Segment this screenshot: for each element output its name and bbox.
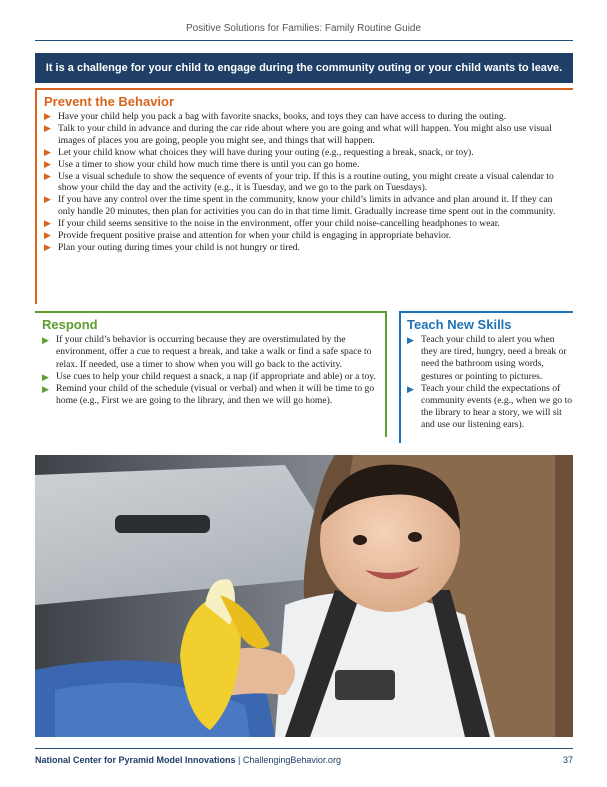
prevent-section xyxy=(35,88,573,304)
respond-title: Respond xyxy=(42,317,98,332)
triangle-right-icon: ▶ xyxy=(42,371,49,382)
list-item xyxy=(44,147,567,159)
triangle-right-icon: ▶ xyxy=(44,122,51,133)
list-item-text: Teach your child the expectations of community events (e.g., when we go to the library to hear a story, we will sit and use our listening ears). xyxy=(421,382,573,431)
list-item xyxy=(44,230,567,242)
list-item-text: If your child seems sensitive to the noise in the environment, offer your child noise-cancelling headphones to wear. xyxy=(58,218,500,230)
triangle-right-icon: ▶ xyxy=(42,335,49,345)
triangle-right-icon: ▶ xyxy=(44,170,51,181)
list-item xyxy=(42,383,377,408)
teach-list xyxy=(407,334,573,432)
page-number: 37 xyxy=(562,755,573,765)
triangle-right-icon: ▶ xyxy=(44,158,51,169)
list-item-text: Let your child know what choices they will have during your outing (e.g., requesting a break, snack, or toy). xyxy=(58,146,474,158)
footer xyxy=(35,755,573,765)
list-item xyxy=(44,218,567,230)
list-item xyxy=(44,111,567,123)
list-item xyxy=(44,159,567,171)
list-item-text: If your child’s behavior is occurring because they are overstimulated by the environment, offer a cue to request a break, and take a walk or find a safe space to relax. If needed, use a timer to show when you will go back to the activity. xyxy=(56,334,372,370)
list-item xyxy=(407,334,573,383)
list-item-text: Use cues to help your child request a snack, a nap (if appropriate and able) or a toy. xyxy=(56,370,376,382)
triangle-right-icon: ▶ xyxy=(44,241,51,252)
triangle-right-icon: ▶ xyxy=(44,111,51,121)
prevent-list xyxy=(44,111,567,254)
list-item xyxy=(407,383,573,432)
respond-list xyxy=(42,334,377,408)
list-item-text: Plan your outing during times your child is not hungry or tired. xyxy=(58,241,300,253)
triangle-right-icon: ▶ xyxy=(44,146,51,157)
respond-section xyxy=(35,311,387,437)
list-item-text: Remind your child of the schedule (visual or verbal) and when it will be time to go home (e.g., First we are going to the library, and then we will go home). xyxy=(56,383,375,407)
prevent-title: Prevent the Behavior xyxy=(44,94,175,109)
list-item-text: Use a timer to show your child how much time there is until you can go home. xyxy=(58,158,360,170)
list-item xyxy=(44,171,567,195)
triangle-right-icon: ▶ xyxy=(44,218,51,229)
running-header: Positive Solutions for Families: Family Routine Guide xyxy=(185,23,422,34)
list-item-text: If you have any control over the time spent in the community, know your child’s limits in advance and plan around it. If they can only handle 20 minutes, then plan for activities you can do in that time limit. Gradually increase time spent out in the community. xyxy=(58,194,556,218)
footer-divider xyxy=(35,748,573,749)
triangle-right-icon: ▶ xyxy=(44,230,51,241)
list-item-text: Talk to your child in advance and during the car ride about where you are going and what will happen. You might also use visual images of places you are going, people you might see, and things that will happen. xyxy=(58,122,552,146)
triangle-right-icon: ▶ xyxy=(44,194,51,205)
header-divider xyxy=(35,40,573,41)
list-item xyxy=(44,194,567,218)
list-item xyxy=(42,371,377,383)
list-item-text: Teach your child to alert you when they are tired, hungry, need a break or need the bathroom using words, gestures or pointing to pictures. xyxy=(421,334,567,382)
footer-site: ChallengingBehavior.org xyxy=(242,755,341,765)
list-item-text: Use a visual schedule to show the sequence of events of your trip. If this is a routine outing, you might create a visual calendar to show your child the day and the activity (e.g., it is Tuesday, and we go to the park on Tuesdays). xyxy=(58,170,554,194)
list-item xyxy=(44,123,567,147)
list-item-text: Have your child help you pack a bag with favorite snacks, books, and toys they can have access to during the outing. xyxy=(58,111,507,122)
triangle-right-icon: ▶ xyxy=(42,384,49,395)
teach-section xyxy=(399,311,573,443)
list-item-text: Provide frequent positive praise and attention for when your child is engaging in appropriate behavior. xyxy=(58,230,451,242)
situation-banner: It is a challenge for your child to engage during the community outing or your child wants to leave. xyxy=(35,53,573,83)
child-in-car-seat-photo xyxy=(35,455,573,737)
footer-separator: | xyxy=(235,755,243,765)
teach-title: Teach New Skills xyxy=(407,317,512,332)
triangle-right-icon: ▶ xyxy=(407,335,414,345)
list-item xyxy=(42,334,377,371)
triangle-right-icon: ▶ xyxy=(407,383,414,394)
footer-org: National Center for Pyramid Model Innovations xyxy=(35,755,236,765)
list-item xyxy=(44,242,567,254)
